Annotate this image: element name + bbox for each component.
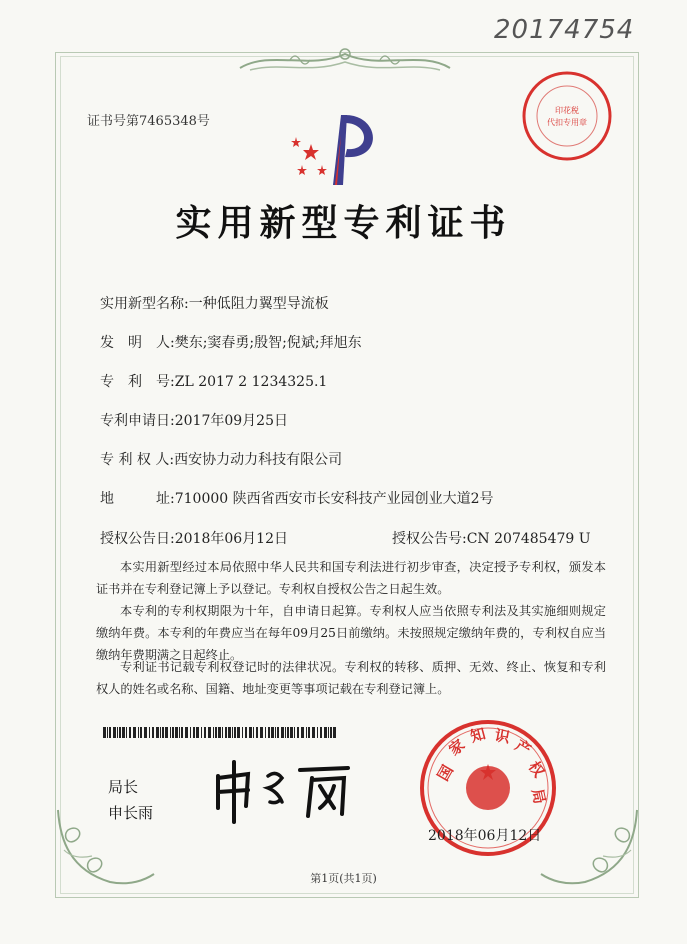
barcode-bar <box>308 727 310 738</box>
top-ornament <box>230 40 460 76</box>
barcode-bar <box>253 727 254 738</box>
application-date-label: 专利申请日: <box>100 413 175 429</box>
barcode-bar <box>156 727 159 738</box>
barcode-bar <box>119 727 121 738</box>
paragraph-term: 本专利的专利权期限为十年，自申请日起算。专利权人应当依照专利法及其实施细则规定缴纳年费。本专利的年费应当在每年09月25日前缴纳。未按照规定缴纳年费的，专利权自应当缴纳年费期满之日起终止。 <box>96 604 606 662</box>
grant-date-label: 授权公告日: <box>100 531 175 547</box>
barcode-bar <box>185 727 188 738</box>
barcode-bar <box>165 727 168 738</box>
barcode-bar <box>138 727 139 738</box>
barcode-bar <box>133 727 136 738</box>
barcode-bar <box>294 727 295 738</box>
barcode-bar <box>103 727 106 738</box>
barcode-bar <box>330 727 332 738</box>
barcode-bar <box>256 727 258 738</box>
barcode-bar <box>324 727 327 738</box>
barcode-bar <box>234 727 236 738</box>
grant-date-value: 2018年06月12日 <box>174 531 288 547</box>
barcode-bar <box>265 727 266 738</box>
barcode-bar <box>268 727 270 738</box>
barcode-bar <box>237 727 240 738</box>
address <box>100 488 494 508</box>
barcode-bar <box>297 727 299 738</box>
agency-stamp <box>520 69 614 163</box>
address-value: 710000 陕西省西安市长安科技产业园创业大道2号 <box>174 491 494 507</box>
svg-text:产: 产 <box>511 736 535 760</box>
paragraph-legal-status: 专利证书记载专利权登记时的法律状况。专利权的转移、质押、无效、终止、恢复和专利权人的姓名或名称、国籍、地址变更等事项记载在专利登记簿上。 <box>96 660 606 696</box>
barcode-bar <box>228 727 231 738</box>
application-date-value: 2017年09月25日 <box>174 413 288 429</box>
patent-holder-value: 西安协力动力科技有限公司 <box>174 452 343 468</box>
barcode-bar <box>204 727 206 738</box>
barcode-bar <box>306 727 307 738</box>
inventor-value: 樊东;窦春勇;殷智;倪斌;拜旭东 <box>174 335 362 351</box>
barcode-bar <box>320 727 322 738</box>
barcode-bar <box>149 727 150 738</box>
barcode-bar <box>218 727 221 738</box>
certificate-number: 证书号第7465348号 <box>87 114 210 129</box>
barcode-bar <box>333 727 336 738</box>
utility-model-name <box>100 293 329 313</box>
barcode-bar <box>113 727 116 738</box>
barcode-bar <box>175 727 178 738</box>
barcode-bar <box>122 727 125 738</box>
address-label: 地 址: <box>100 491 175 507</box>
barcode-bar <box>317 727 318 738</box>
svg-text:代扣专用章: 代扣专用章 <box>547 118 587 127</box>
barcode <box>103 727 339 738</box>
patent-number-value: ZL 2017 2 1234325.1 <box>174 374 328 390</box>
page-footer: 第1页(共1页) <box>310 872 377 885</box>
barcode-bar <box>287 727 289 738</box>
barcode-bar <box>190 727 191 738</box>
barcode-bar <box>242 727 243 738</box>
barcode-bar <box>129 727 131 738</box>
barcode-bar <box>140 727 142 738</box>
barcode-bar <box>117 727 118 738</box>
barcode-bar <box>328 727 329 738</box>
document-title: 实用新型专利证书 <box>175 202 512 244</box>
barcode-bar <box>285 727 286 738</box>
barcode-bar <box>193 727 195 738</box>
svg-text:印花税: 印花税 <box>555 106 579 115</box>
seal-date: 2018年06月12日 <box>428 828 542 844</box>
barcode-bar <box>181 727 183 738</box>
inventor <box>100 332 362 352</box>
utility-model-name-label: 实用新型名称: <box>100 296 189 312</box>
grant-date <box>100 528 288 548</box>
barcode-bar <box>215 727 217 738</box>
barcode-bar <box>275 727 276 738</box>
svg-text:家: 家 <box>445 735 469 760</box>
barcode-bar <box>144 727 147 738</box>
patent-office-logo <box>285 105 395 190</box>
barcode-bar <box>107 727 108 738</box>
patent-number <box>100 371 327 391</box>
patent-holder <box>100 449 342 469</box>
svg-text:权: 权 <box>524 757 549 781</box>
director-name: 申长雨 <box>108 804 154 822</box>
barcode-bar <box>277 727 279 738</box>
grant-number <box>392 528 591 548</box>
svg-text:国: 国 <box>433 761 457 784</box>
barcode-bar <box>201 727 202 738</box>
barcode-bar <box>152 727 154 738</box>
barcode-bar <box>172 727 174 738</box>
barcode-bar <box>249 727 252 738</box>
inventor-label: 发 明 人: <box>100 335 175 351</box>
barcode-bar <box>170 727 171 738</box>
patent-number-label: 专 利 号: <box>100 374 175 390</box>
barcode-bar <box>225 727 227 738</box>
barcode-bar <box>271 727 274 738</box>
barcode-bar <box>162 727 164 738</box>
svg-text:知: 知 <box>468 724 488 746</box>
paragraph-grant: 本实用新型经过本局依照中华人民共和国专利法进行初步审查，决定授予专利权，颁发本证书并在专利登记簿上予以登记。专利权自授权公告之日起生效。 <box>96 560 606 596</box>
barcode-bar <box>260 727 263 738</box>
director-signature <box>208 756 358 826</box>
barcode-bar <box>222 727 223 738</box>
grant-number-value: CN 207485479 U <box>466 531 591 547</box>
barcode-bar <box>196 727 199 738</box>
barcode-bar <box>179 727 180 738</box>
patent-holder-label: 专 利 权 人: <box>100 452 175 468</box>
barcode-bar <box>213 727 214 738</box>
barcode-bar <box>109 727 111 738</box>
svg-text:局: 局 <box>528 787 549 806</box>
barcode-bar <box>208 727 211 738</box>
handwritten-number: 20174754 <box>494 15 635 45</box>
grant-number-label: 授权公告号: <box>392 531 467 547</box>
barcode-bar <box>290 727 293 738</box>
barcode-bar <box>312 727 315 738</box>
barcode-bar <box>232 727 233 738</box>
barcode-bar <box>245 727 247 738</box>
svg-text:识: 识 <box>493 726 512 747</box>
barcode-bar <box>160 727 161 738</box>
utility-model-name-value: 一种低阻力翼型导流板 <box>188 296 329 312</box>
director-title: 局长 <box>108 778 139 796</box>
barcode-bar <box>281 727 284 738</box>
barcode-bar <box>126 727 127 738</box>
barcode-bar <box>301 727 304 738</box>
application-date <box>100 410 288 430</box>
